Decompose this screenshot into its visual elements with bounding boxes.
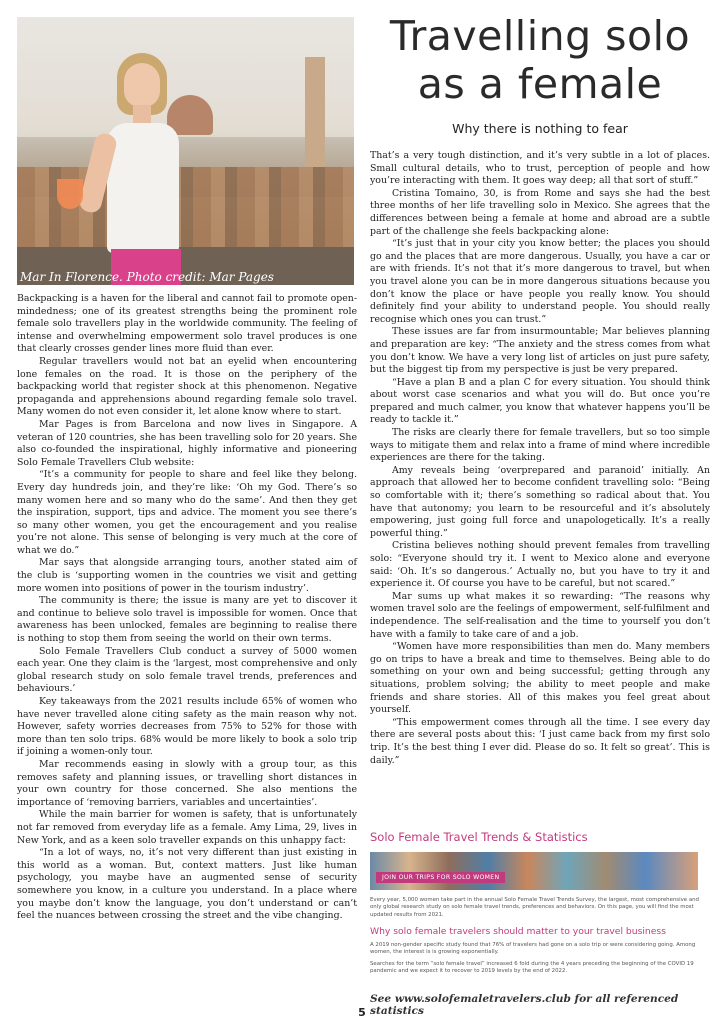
paragraph: Solo Female Travellers Club conduct a survey of 5000 women each year. One they claim is the ‘largest, most comprehensive and only global research study on solo female travel trends, preferences and behaviours.’	[17, 645, 357, 695]
article-subtitle: Why there is nothing to fear	[452, 121, 628, 136]
footer-note: See www.solofemaletravelers.club for all referenced statistics	[370, 993, 679, 1017]
paragraph: Mar sums up what makes it so rewarding: “The reasons why women travel solo are the feelings of empowerment, self-fulfilment and independence. The self-realisation and the time to yourself you don’t have with a family to take care of and a job.	[370, 590, 710, 640]
paragraph: Regular travellers would not bat an eyelid when encountering lone females on the road. It is those on the periphery of the backpacking world that register shock at this phenomenon. Negative propaganda and apprehensions abound regarding female solo travel. Many women do not even consider it, let alone know where to start.	[17, 355, 357, 418]
paragraph: Cristina Tomaino, 30, is from Rome and says she had the best three months of her life travelling solo in Mexico. She agrees that the differences between being a female at home and abroad are a subtle part of the challenge she feels backpacking alone:	[370, 187, 710, 237]
paragraph: “It’s just that in your city you know better; the places you should go and the places that are more dangerous. Usually, you have a car or are with friends. It’s not that it’s more dangerous to travel, but when you travel alone you can be in more dangerous situations because you don’t know the place or have people you really know. You should definitely find your ability to understand people. You should really recognise which ones you can trust.”	[370, 238, 710, 325]
paragraph: Backpacking is a haven for the liberal and cannot fail to promote open-mindedness; one of its greatest strengths being the prominent role female solo travellers play in the worldwide community. The feeling of intense and overwhelming empowerment solo travel produces is one that clearly crosses gender lines more fluid than ever.	[17, 293, 357, 355]
paragraph: Mar says that alongside arranging tours, another stated aim of the club is ‘supporting women in the countries we visit and getting more women into positions of power in the tourism industry’.	[17, 557, 357, 594]
paragraph: “It’s a community for people to share and feel like they belong. Every day hundreds join, and they’re like: ‘Oh my God. There’s so many women here and so many who do the same’. And then they get the inspiration, support, tips and advice. The moment you see there’s so many other women, you get the encouragement and you realise you’re not alone. This sense of belonging is very much at the core of what we do.”	[17, 469, 357, 556]
paragraph: Cristina believes nothing should prevent females from travelling solo: “Everyone should try it. I went to Mexico alone and everyone said: ‘Oh. It’s so dangerous.’ Actually no, but you have to try it and experience it. Of course you have to be careful, but not scared.”	[370, 540, 710, 590]
trips-banner[interactable]	[370, 852, 698, 890]
paragraph: Mar Pages is from Barcelona and now lives in Singapore. A veteran of 120 countries, she has been travelling solo for 20 years. She also co-founded the inspirational, highly informative and pioneering Solo Female Travellers Club website:	[17, 418, 357, 468]
drink-glass	[57, 179, 83, 209]
right-column	[370, 150, 710, 767]
paragraph: Mar recommends easing in slowly with a group tour, as this removes safety and planning issues, or travelling short distances in your own country for those concerned. She also mentions the importance of ‘removing barriers, variables and uncertainties’.	[17, 758, 357, 808]
paragraph: These issues are far from insurmountable; Mar believes planning and preparation are key: “The anxiety and the stress comes from what you don’t know. We have a very long list of articles on just pure safety, but the biggest tip from my perspective is just be very prepared.	[370, 326, 710, 376]
why-heading: Why solo female travelers should matter to your travel business	[370, 926, 666, 937]
stat-fact-2: Searches for the term “solo female travel” increased 6 fold during the 4 years preceding the beginning of the COVID 19 pandemic and we expect it to recover to 2019 levels by the end of 2022.	[370, 961, 694, 975]
title-line-2: as a female	[417, 60, 663, 108]
paragraph: The risks are clearly there for female travellers, but so too simple ways to mitigate them and relax into a frame of mind where incredible experiences are there for the taking.	[370, 427, 710, 464]
destinations-photo-strip	[370, 852, 698, 890]
left-column	[17, 293, 357, 923]
stats-heading: Solo Female Travel Trends & Statistics	[370, 830, 588, 844]
paragraph: Key takeaways from the 2021 results include 65% of women who have never travelled alone citing safety as the main reason why not. However, safety worries decreases from 75% to 52% for those with more than ten solo trips. 68% would be more likely to book a solo trip if joining a women-only tour.	[17, 696, 357, 758]
paragraph: That’s a very tough distinction, and it’s very subtle in a lot of places. Small cultural details, who to trust, perception of people and how you’re interacting with them. It goes way deep; all that sort of stuff.”	[370, 150, 710, 187]
stat-fact-1: A 2019 non-gender specific study found that 76% of travelers had gone on a solo trip or were considering going. Among women, the interest is is growing exponentially.	[370, 942, 696, 956]
paragraph: Amy reveals being ‘overprepared and paranoid’ initially. An approach that allowed her to become confident travelling solo: “Being so comfortable with it; there’s something so radical about that. You have that autonomy; you learn to be resourceful and it’s absolutely empowering, just going full force and unapologetically. It’s a really powerful thing.”	[370, 464, 710, 539]
hero-photo	[17, 17, 354, 285]
paragraph: The community is there; the issue is many are yet to discover it and continue to believe solo travel is impossible for women. Once that awareness has been unlocked, females are beginning to realise there is nothing to stop them from seeing the world on their own terms.	[17, 595, 357, 645]
paragraph: “Have a plan B and a plan C for every situation. You should think about worst case scenarios and what you will do. But once you’re prepared and much calmer, you know that whatever happens you’ll be ready to tackle it.”	[370, 376, 710, 426]
paragraph: While the main barrier for women is safety, that is unfortunately not far removed from everyday life as a female. Amy Lima, 29, lives in New York, and as a keen solo traveller expands on this unhappy fact:	[17, 809, 357, 846]
paragraph: “Women have more responsibilities than men do. Many members go on trips to have a break and time to themselves. Being able to do something on your own and being successful; getting through any situations, problem solving; the ability to meet people and make friends and share stories. All of this makes you feel great about yourself.	[370, 641, 710, 716]
photo-caption: Mar In Florence. Photo credit: Mar Pages	[20, 270, 274, 284]
woman-figure	[87, 53, 207, 285]
page-number: 5	[358, 1006, 366, 1019]
paragraph: “This empowerment comes through all the time. I see every day there are several posts about this: ‘I just came back from my first solo trip. It’s the best thing I ever did. Please do so. It felt so great’. This is daily.”	[370, 716, 710, 766]
stats-intro: Every year, 5,000 women take part in the annual Solo Female Travel Trends Survey, the largest, most comprehensive and only global research study on solo female travel trends, preferences and behaviors. On this page, you will find the most updated results from 2021.	[370, 897, 699, 918]
bell-tower	[305, 57, 325, 167]
article-title	[370, 12, 710, 108]
title-line-1: Travelling solo	[389, 12, 691, 60]
paragraph: “In a lot of ways, no, it’s not very different than just existing in this world as a woman. But, context matters. Just like human psychology, you maybe have an augmented sense of security somewhere you know, in a culture you understand. In a place where you maybe don’t know the language, you don’t understand or can’t feel the nuances between crossing the street and the vibe changing.	[17, 847, 357, 922]
join-trips-button[interactable]: JOIN OUR TRIPS FOR SOLO WOMEN	[376, 872, 505, 883]
